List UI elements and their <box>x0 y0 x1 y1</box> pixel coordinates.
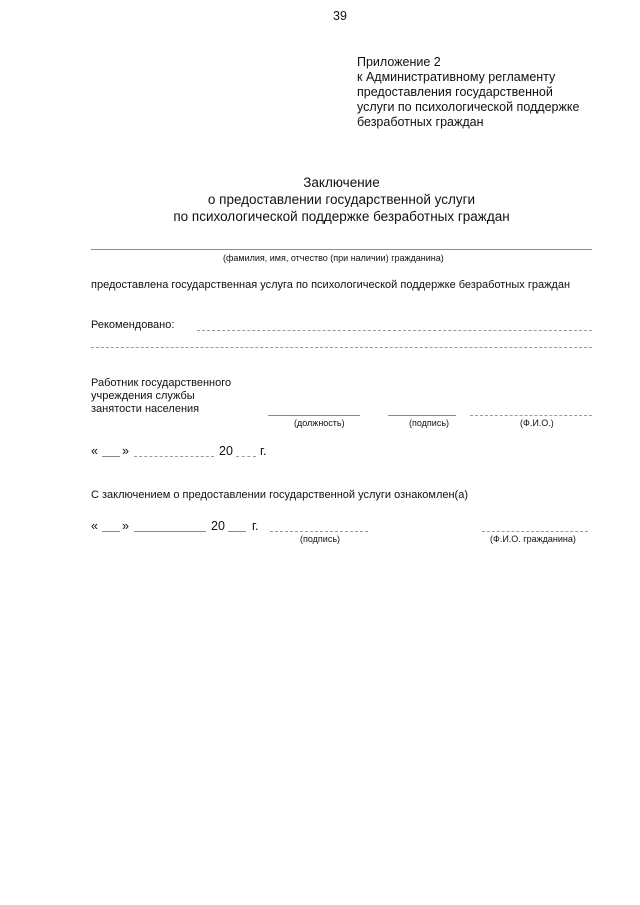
service-provided-text: предоставлена государственная услуга по психологической поддержке безработных граждан <box>91 279 571 291</box>
page-number: 39 <box>333 9 347 23</box>
document-title <box>0 174 640 225</box>
appendix-line-3: предоставления государственной <box>357 85 553 99</box>
title-line-1: Заключение <box>303 175 380 190</box>
date1-year-prefix: 20 <box>219 444 233 458</box>
worker-signature-line[interactable] <box>388 415 456 416</box>
date2-year-line[interactable] <box>228 531 246 532</box>
date2-year-suffix: г. <box>252 519 259 533</box>
caption-position: (должность) <box>294 418 345 428</box>
recommended-label: Рекомендовано: <box>91 319 175 331</box>
date2-caption-fio: (Ф.И.О. гражданина) <box>490 534 576 544</box>
appendix-line-1: Приложение 2 <box>357 55 441 69</box>
date2-quote-open: « <box>91 519 98 533</box>
worker-line-2: учреждения службы <box>91 390 195 402</box>
date2-caption-signature: (подпись) <box>300 534 341 544</box>
date2-quote-close: » <box>122 519 129 533</box>
worker-position-line[interactable] <box>268 415 360 416</box>
appendix-line-4: услуги по психологической поддержке <box>357 100 580 114</box>
title-line-2: о предоставлении государственной услуги <box>207 192 476 207</box>
date2-signature-line[interactable] <box>270 531 368 532</box>
date2-year-prefix: 20 <box>211 519 225 533</box>
title-line-3: по психологической поддержке безработных граждан <box>173 209 510 224</box>
worker-line-1: Работник государственного <box>91 377 232 389</box>
appendix-line-2: к Административному регламенту <box>357 70 556 84</box>
fio-line[interactable] <box>91 249 592 250</box>
fio-caption: (фамилия, имя, отчество (при наличии) гражданина) <box>223 253 444 263</box>
date2-month-line[interactable] <box>134 531 206 532</box>
worker-line-3: занятости населения <box>91 403 200 415</box>
appendix-line-5: безработных граждан <box>357 115 484 129</box>
date1-day-line[interactable] <box>102 456 120 457</box>
date1-quote-open: « <box>91 444 98 458</box>
date2-fio-line[interactable] <box>482 531 588 532</box>
caption-fio: (Ф.И.О.) <box>520 418 554 428</box>
date1-month-line[interactable] <box>134 456 214 457</box>
date1-year-suffix: г. <box>260 444 267 458</box>
recommended-line-2[interactable] <box>91 347 592 348</box>
appendix-block <box>357 55 579 130</box>
acquainted-text: С заключением о предоставлении государственной услуги ознакомлен(а) <box>91 489 468 501</box>
caption-signature: (подпись) <box>409 418 450 428</box>
recommended-line-1[interactable] <box>197 330 592 331</box>
date1-year-line[interactable] <box>236 456 256 457</box>
date2-day-line[interactable] <box>102 531 120 532</box>
date1-quote-close: » <box>122 444 129 458</box>
worker-fio-line[interactable] <box>470 415 592 416</box>
worker-block <box>91 377 231 416</box>
